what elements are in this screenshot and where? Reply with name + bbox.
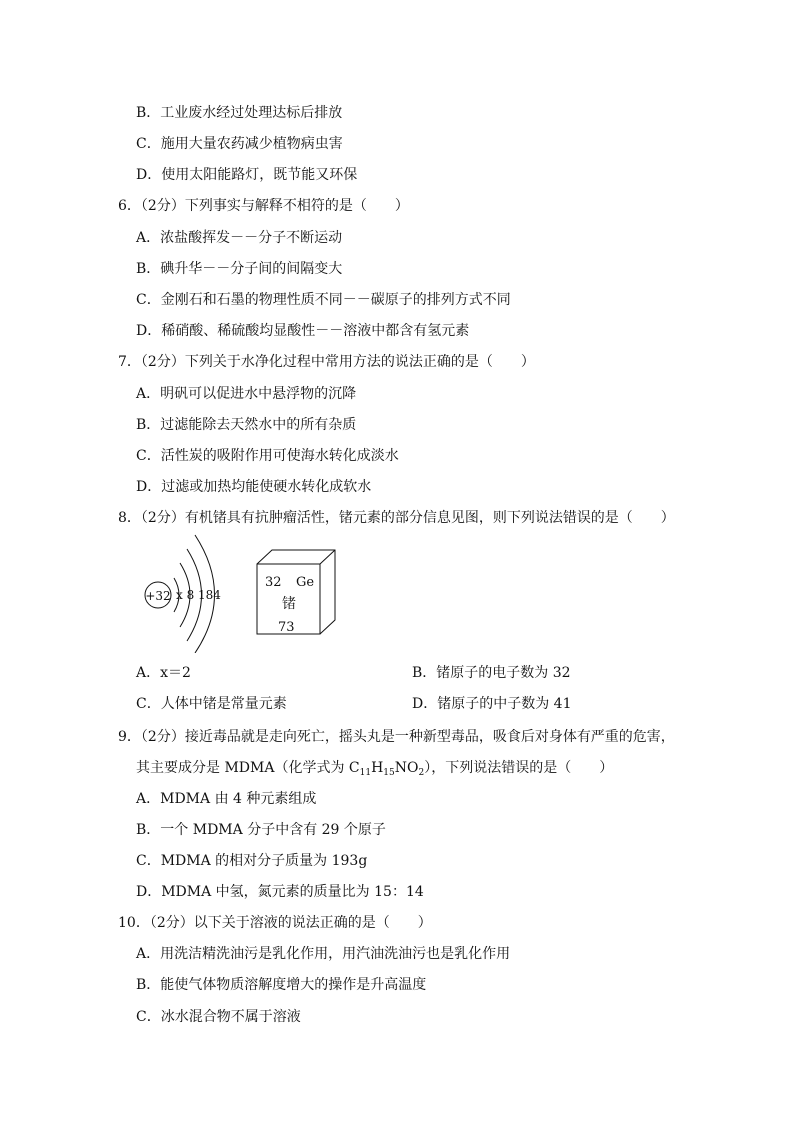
question-9-line-1: 9．（2分）接近毒品就是走向死亡，摇头丸是一种新型毒品，吸食后对身体有严重的危害， xyxy=(118,729,675,745)
question-9-line-2 xyxy=(136,759,613,777)
q5-option-d: D．使用太阳能路灯，既节能又环保 xyxy=(136,167,358,183)
question-8: 8．（2分）有机锗具有抗肿瘤活性，锗元素的部分信息见图，则下列说法错误的是（ ） xyxy=(118,510,675,526)
element-name: 锗 xyxy=(282,596,296,612)
question-6: 6．（2分）下列事实与解释不相符的是（ ） xyxy=(118,198,409,214)
germanium-atom-structure-diagram xyxy=(140,533,240,653)
q8-option-a: A．x＝2 xyxy=(136,665,191,681)
element-symbol: Ge xyxy=(296,575,315,590)
q8-option-d: D．锗原子的中子数为 41 xyxy=(412,696,572,712)
q10-option-b: B．能使气体物质溶解度增大的操作是升高温度 xyxy=(136,977,427,993)
q7-option-a: A．明矾可以促进水中悬浮物的沉降 xyxy=(136,386,357,402)
formula-subscript: 11 xyxy=(359,768,372,778)
q5-option-c: C．施用大量农药减少植物病虫害 xyxy=(136,136,343,152)
q9-text-post: ），下列说法错误的是（ ） xyxy=(424,760,614,776)
formula-element: H xyxy=(371,760,384,776)
question-10: 10．（2分）以下关于溶液的说法正确的是（ ） xyxy=(118,915,432,931)
q7-option-c: C．活性炭的吸附作用可使海水转化成淡水 xyxy=(136,448,399,464)
electron-shell-counts: x 8 184 xyxy=(176,588,221,602)
q8-option-b: B．锗原子的电子数为 32 xyxy=(412,665,571,681)
formula-subscript: 2 xyxy=(418,768,425,778)
q7-option-b: B．过滤能除去天然水中的所有杂质 xyxy=(136,417,357,433)
formula-subscript: 15 xyxy=(383,768,395,778)
relative-atomic-mass: 73 xyxy=(278,620,295,635)
q9-option-c: C．MDMA 的相对分子质量为 193g xyxy=(136,853,368,869)
germanium-element-card xyxy=(250,548,350,640)
q6-option-c: C．金刚石和石墨的物理性质不同－－碳原子的排列方式不同 xyxy=(136,292,511,308)
nucleus-charge: +32 xyxy=(145,589,171,603)
q7-option-d: D．过滤或加热均能使硬水转化成软水 xyxy=(136,479,372,495)
q10-option-a: A．用洗洁精洗油污是乳化作用，用汽油洗油污也是乳化作用 xyxy=(136,946,511,962)
q9-option-a: A．MDMA 由 4 种元素组成 xyxy=(136,791,317,807)
q6-option-a: A．浓盐酸挥发－－分子不断运动 xyxy=(136,230,343,246)
question-7: 7．（2分）下列关于水净化过程中常用方法的说法正确的是（ ） xyxy=(118,354,535,370)
atomic-number: 32 xyxy=(265,575,282,590)
q9-text-pre: 其主要成分是 MDMA（化学式为 C xyxy=(136,760,360,776)
formula-element: NO xyxy=(394,760,419,776)
q6-option-d: D．稀硝酸、稀硫酸均显酸性－－溶液中都含有氢元素 xyxy=(136,323,470,339)
q9-option-b: B．一个 MDMA 分子中含有 29 个原子 xyxy=(136,822,386,838)
q5-option-b: B．工业废水经过处理达标后排放 xyxy=(136,105,343,121)
element-card-edge xyxy=(320,550,335,564)
q9-option-d: D．MDMA 中氢，氮元素的质量比为 15：14 xyxy=(136,884,424,900)
q10-option-c: C．冰水混合物不属于溶液 xyxy=(136,1009,301,1025)
q8-option-c: C．人体中锗是常量元素 xyxy=(136,696,287,712)
element-card-depth xyxy=(257,550,335,634)
q6-option-b: B．碘升华－－分子间的间隔变大 xyxy=(136,261,343,277)
